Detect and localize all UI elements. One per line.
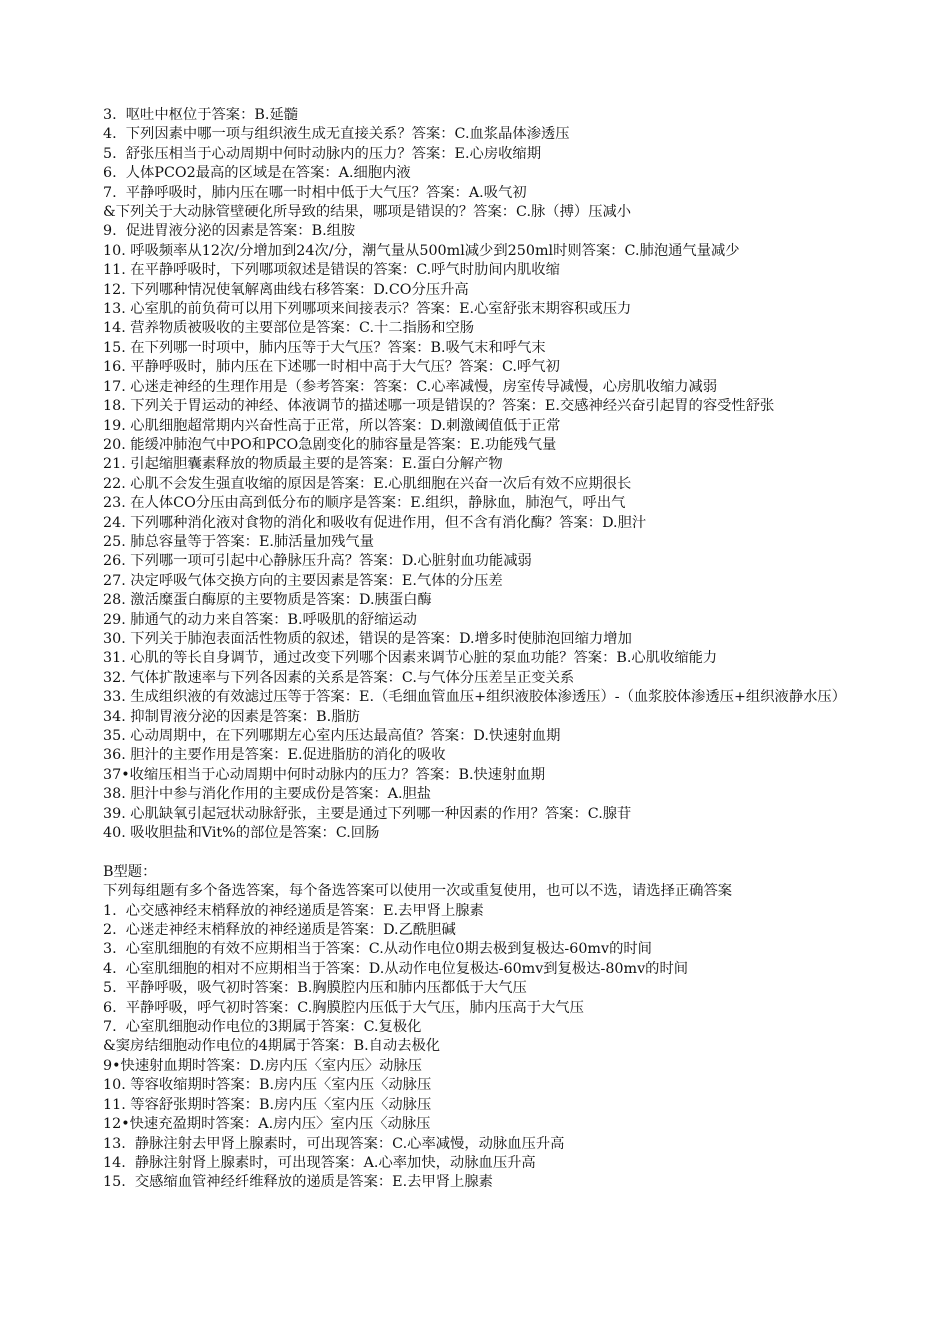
list-item: 10. 呼吸频率从12次/分增加到24次/分，潮气量从500ml减少到250ml时则答案：C.肺泡通气量减少 (103, 242, 740, 259)
list-item: 24. 下列哪种消化液对食物的消化和吸收有促进作用，但不含有消化酶？答案：D.胆汁 (103, 514, 647, 531)
list-item: &下列关于大动脉管壁硬化所导致的结果，哪项是错误的？答案：C.脉（搏）压减小 (103, 204, 632, 221)
section-b-instructions: 下列每组题有多个备选答案，每个备选答案可以使用一次或重复使用，也可以不选，请选择正确答案 (103, 883, 733, 900)
list-item: 2. 心迷走神经末梢释放的神经递质是答案：D.乙酰胆碱 (103, 922, 456, 939)
list-item: 6. 平静呼吸，呼气初时答案：C.胸膜腔内压低于大气压，肺内压高于大气压 (103, 999, 584, 1016)
list-item: 14. 营养物质被吸收的主要部位是答案：C.十二指肠和空肠 (103, 320, 475, 337)
list-item: 9•快速射血期时答案：D.房内压〈室内压〉动脉压 (103, 1057, 422, 1074)
section-b-heading: B型题： (103, 863, 157, 880)
list-item: 26. 下列哪一项可引起中心静脉压升高？答案：D.心脏射血功能减弱 (103, 553, 532, 570)
section-b-list (103, 882, 858, 1193)
list-item: 22. 心肌不会发生强直收缩的原因是答案：E.心肌细胞在兴奋一次后有效不应期很长 (103, 475, 632, 492)
list-item: &窦房结细胞动作电位的4期属于答案：B.自动去极化 (103, 1038, 441, 1055)
section-a-list (103, 106, 858, 843)
list-item: 10. 等容收缩期时答案：B.房内压〈室内压〈动脉压 (103, 1077, 432, 1094)
list-item: 36. 胆汁的主要作用是答案：E.促进脂肪的消化的吸收 (103, 747, 446, 764)
list-item: 15. 在下列哪一时项中，肺内压等于大气压？答案：B.吸气末和呼气末 (103, 339, 546, 356)
list-item: 27. 决定呼吸气体交换方向的主要因素是答案：E.气体的分压差 (103, 572, 503, 589)
list-item: 4. 下列因素中哪一项与组织液生成无直接关系？答案：C.血浆晶体渗透压 (103, 126, 570, 143)
list-item: 31. 心肌的等长自身调节，通过改变下列哪个因素来调节心脏的泵血功能？答案：B.心肌收缩能力 (103, 650, 718, 667)
list-item: 11. 在平静呼吸时，下列哪项叙述是错误的答案：C.呼气时肋间内肌收缩 (103, 262, 560, 279)
list-item: 40. 吸收胆盐和Vit%的部位是答案：C.回肠 (103, 825, 380, 842)
list-item: 16. 平静呼吸时，肺内压在下述哪一时相中高于大气压？答案：C.呼气初 (103, 359, 560, 376)
list-item: 5. 平静呼吸，吸气初时答案：B.胸膜腔内压和肺内压都低于大气压 (103, 980, 527, 997)
list-item: 3. 心室肌细胞的有效不应期相当于答案：C.从动作电位0期去极到复极达-60mv的时间 (103, 941, 652, 958)
list-item: 15. 交感缩血管神经纤维释放的递质是答案：E.去甲肾上腺素 (103, 1174, 493, 1191)
list-item: 7. 心室肌细胞动作电位的3期属于答案：C.复极化 (103, 1019, 422, 1036)
document-page (103, 106, 858, 1193)
list-item: 13. 静脉注射去甲肾上腺素时，可出现答案：C.心率减慢，动脉血压升高 (103, 1135, 565, 1152)
list-item: 19. 心肌细胞超常期内兴奋性高于正常，所以答案：D.刺激阈值低于正常 (103, 417, 561, 434)
list-item: 28. 激活糜蛋白酶原的主要物质是答案：D.胰蛋白酶 (103, 592, 432, 609)
list-item: 1. 心交感神经末梢释放的神经递质是答案：E.去甲肾上腺素 (103, 902, 484, 919)
list-item: 18. 下列关于胃运动的神经、体液调节的描述哪一项是错误的？答案：E.交感神经兴奋引起胃的容受性舒张 (103, 398, 775, 415)
list-item: 13. 心室肌的前负荷可以用下列哪项来间接表示？答案：E.心室舒张末期容积或压力 (103, 301, 632, 318)
list-item: 30. 下列关于肺泡表面活性物质的叙述，错误的是答案：D.增多时使肺泡回缩力增加 (103, 630, 632, 647)
list-item: 12. 下列哪种情况使氧解离曲线右移答案：D.CO分压升高 (103, 281, 469, 298)
list-item: 14. 静脉注射肾上腺素时，可出现答案：A.心率加快，动脉血压升高 (103, 1154, 536, 1171)
list-item: 38. 胆汁中参与消化作用的主要成份是答案：A.胆盐 (103, 786, 432, 803)
section-spacer (103, 843, 858, 862)
list-item: 29. 肺通气的动力来自答案：B.呼吸肌的舒缩运动 (103, 611, 417, 628)
list-item: 39. 心肌缺氧引起冠状动脉舒张，主要是通过下列哪一种因素的作用？答案：C.腺苷 (103, 805, 632, 822)
list-item: 12•快速充盈期时答案：A.房内压〉室内压〈动脉压 (103, 1116, 431, 1133)
list-item: 25. 肺总容量等于答案：E.肺活量加残气量 (103, 533, 375, 550)
list-item: 20. 能缓冲肺泡气中PO和PCO急剧变化的肺容量是答案：E.功能残气量 (103, 436, 557, 453)
list-item: 34. 抑制胃液分泌的因素是答案：B.脂肪 (103, 708, 360, 725)
list-item: 4. 心室肌细胞的相对不应期相当于答案：D.从动作电位复极达-60mv到复极达-80mv的时间 (103, 960, 689, 977)
list-item: 32. 气体扩散速率与下列各因素的关系是答案：C.与气体分压差呈正变关系 (103, 669, 575, 686)
list-item: 5. 舒张压相当于心动周期中何时动脉内的压力？答案：E.心房收缩期 (103, 145, 542, 162)
list-item: 21. 引起缩胆囊素释放的物质最主要的是答案：E.蛋白分解产物 (103, 456, 503, 473)
list-item: 33. 生成组织液的有效滤过压等于答案：E.（毛细血管血压+组织液胶体渗透压）-（血浆胶体渗透压+组织液静水压） (103, 689, 846, 706)
list-item: 11. 等容舒张期时答案：B.房内压〈室内压〈动脉压 (103, 1096, 432, 1113)
list-item: 6. 人体PCO2最高的区域是在答案：A.细胞内液 (103, 165, 411, 182)
list-item: 35. 心动周期中，在下列哪期左心室内压达最高值？答案：D.快速射血期 (103, 728, 561, 744)
list-item: 7. 平静呼吸时，肺内压在哪一时相中低于大气压？答案：A.吸气初 (103, 184, 527, 201)
list-item: 23. 在人体CO分压由高到低分布的顺序是答案：E.组织，静脉血，肺泡气，呼出气 (103, 495, 626, 512)
list-item: 17. 心迷走神经的生理作用是（参考答案：答案：C.心率减慢，房室传导减慢，心房肌收缩力减弱 (103, 378, 718, 395)
list-item: 3. 呕吐中枢位于答案：B.延髓 (103, 107, 299, 123)
list-item: 37•收缩压相当于心动周期中何时动脉内的压力？答案：B.快速射血期 (103, 766, 545, 783)
list-item: 9. 促进胃液分泌的因素是答案：B.组胺 (103, 223, 356, 240)
